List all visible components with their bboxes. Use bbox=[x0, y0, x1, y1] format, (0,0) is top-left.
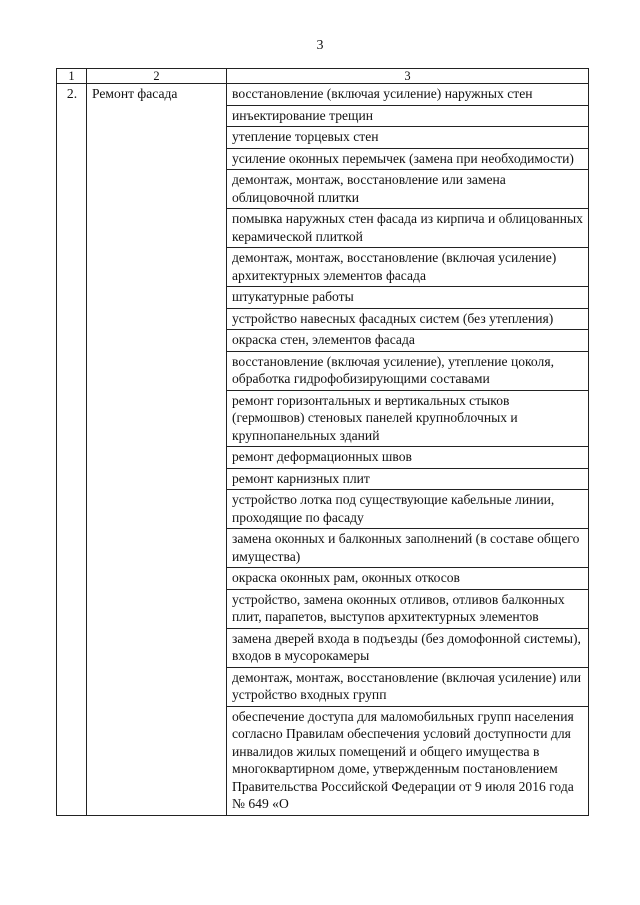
work-item: окраска оконных рам, оконных откосов bbox=[227, 568, 589, 590]
work-item: устройство навесных фасадных систем (без утепления) bbox=[227, 308, 589, 330]
work-item: восстановление (включая усиление) наружных стен bbox=[227, 84, 589, 106]
work-item: помывка наружных стен фасада из кирпича и облицованных керамической плиткой bbox=[227, 209, 589, 248]
column-header-1: 1 bbox=[57, 69, 87, 84]
row-number: 2. bbox=[57, 84, 87, 816]
work-item: замена дверей входа в подъезды (без домофонной системы), входов в мусорокамеры bbox=[227, 628, 589, 667]
works-table bbox=[56, 68, 589, 816]
work-item: обеспечение доступа для маломобильных групп населения согласно Правилам обеспечения условий доступности для инвалидов жилых помещений и общего имущества в многоквартирном доме, утвержденным постановлением Правительства Российской Федерации от 9 июля 2016 года № 649 «О bbox=[227, 706, 589, 815]
page-number: 3 bbox=[316, 38, 324, 53]
work-item: демонтаж, монтаж, восстановление (включая усиление) или устройство входных групп bbox=[227, 667, 589, 706]
work-item: утепление торцевых стен bbox=[227, 127, 589, 149]
work-item: усиление оконных перемычек (замена при необходимости) bbox=[227, 148, 589, 170]
work-item: демонтаж, монтаж, восстановление или замена облицовочной плитки bbox=[227, 170, 589, 209]
work-item: ремонт горизонтальных и вертикальных стыков (гермошвов) стеновых панелей крупноблочных и крупнопанельных зданий bbox=[227, 390, 589, 447]
work-item: штукатурные работы bbox=[227, 287, 589, 309]
work-item: демонтаж, монтаж, восстановление (включая усиление) архитектурных элементов фасада bbox=[227, 248, 589, 287]
work-item: устройство, замена оконных отливов, отливов балконных плит, парапетов, выступов архитектурных элементов bbox=[227, 589, 589, 628]
work-item: ремонт деформационных швов bbox=[227, 447, 589, 469]
column-header-3: 3 bbox=[227, 69, 589, 84]
work-item: ремонт карнизных плит bbox=[227, 468, 589, 490]
table-header-row bbox=[57, 69, 589, 84]
row-label: Ремонт фасада bbox=[87, 84, 227, 816]
table-row bbox=[57, 84, 589, 106]
work-item: восстановление (включая усиление), утепление цоколя, обработка гидрофобизирующими составами bbox=[227, 351, 589, 390]
work-item: замена оконных и балконных заполнений (в составе общего имущества) bbox=[227, 529, 589, 568]
work-item: устройство лотка под существующие кабельные линии, проходящие по фасаду bbox=[227, 490, 589, 529]
work-item: инъектирование трещин bbox=[227, 105, 589, 127]
work-item: окраска стен, элементов фасада bbox=[227, 330, 589, 352]
column-header-2: 2 bbox=[87, 69, 227, 84]
